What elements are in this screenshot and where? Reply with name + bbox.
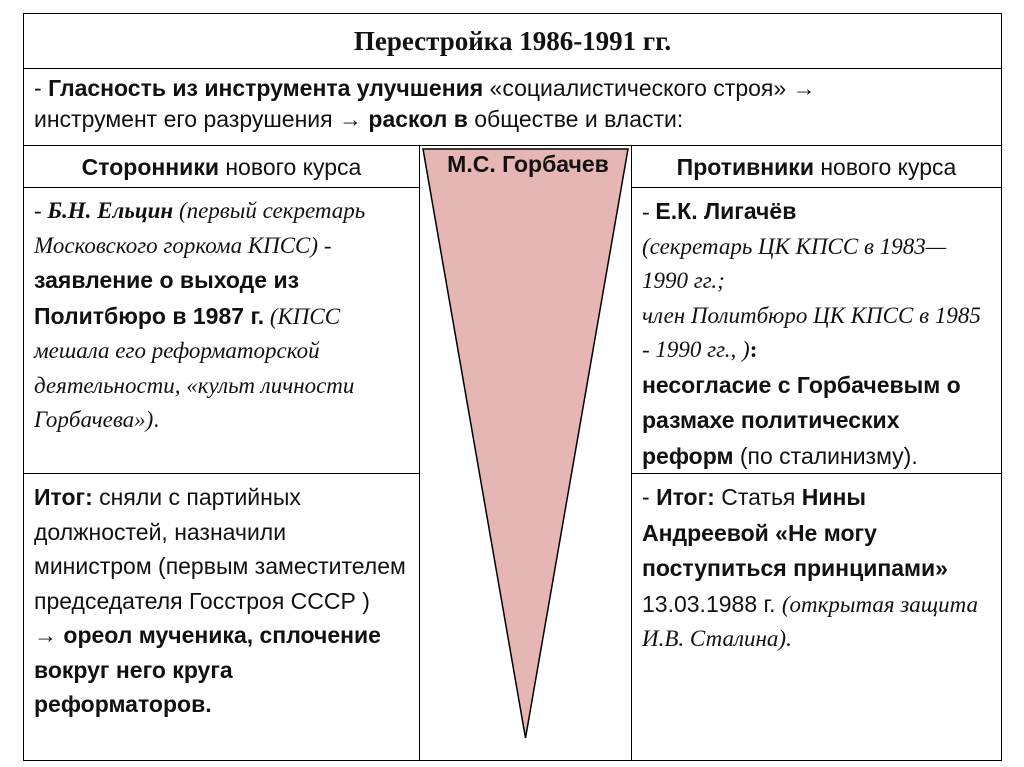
supporters-header-rest: нового курса: [218, 154, 362, 180]
opponents-header: [631, 145, 1002, 188]
intro-bold: Гласность из инструмента улучшения: [48, 75, 484, 101]
yeltsin-statement: заявление о выходе из Политбюро в 1987 г.: [34, 267, 300, 329]
page-title: Перестройка 1986-1991 гг.: [23, 13, 1002, 69]
intro-bold-2: раскол в: [362, 106, 468, 132]
intro-text: «социалистического строя»: [483, 75, 793, 101]
ligachev-box: [631, 187, 1002, 474]
result-label: Итог:: [656, 484, 715, 510]
period: .: [153, 407, 160, 432]
ligachev-name: Е.К. Лигачёв: [655, 198, 797, 224]
triangle-shape: [423, 149, 628, 738]
ligachev-result-box: [631, 473, 1002, 761]
arrow-icon: →: [34, 622, 57, 648]
colon: :: [749, 337, 758, 362]
dash: -: [318, 232, 332, 258]
yeltsin-position: (первый секретарь Московского горкома КПСС): [34, 198, 366, 258]
article-text: Статья: [714, 484, 802, 510]
ligachev-disagreement: несогласие с Горбачевым о размахе политических реформ: [642, 371, 961, 469]
result-label: Итог:: [34, 484, 93, 510]
yeltsin-name: Б.Н. Ельцин: [47, 198, 174, 223]
yeltsin-box: [23, 187, 420, 474]
gorbachev-triangle: [420, 146, 631, 761]
supporters-header-bold: Сторонники: [81, 154, 219, 180]
intro-text-3: обществе и власти:: [467, 106, 684, 132]
opponents-header-rest: нового курса: [813, 154, 957, 180]
ligachev-position-2: член Политбюро ЦК КПСС в 1985 - 1990 гг., ): [642, 302, 981, 362]
opponents-header-bold: Противники: [676, 154, 814, 180]
yeltsin-result-box: [23, 473, 420, 761]
dash: -: [34, 198, 48, 223]
andreeva-article: Нины Андреевой «Не могу поступиться принципами»: [642, 484, 948, 581]
intro-text-2: инструмент его разрушения: [34, 106, 339, 132]
supporters-header: [23, 145, 420, 188]
arrow-icon: →: [339, 106, 362, 132]
dash: -: [642, 199, 656, 224]
ligachev-note: (по сталинизму).: [733, 442, 918, 469]
yeltsin-result-bold: ореол мученика, сплочение вокруг него круга реформаторов.: [34, 622, 381, 717]
yeltsin-result-text: сняли с партийных должностей, назначили министром (первым заместителем председателя Госстроя СССР ): [34, 484, 406, 614]
intro-statement: [23, 68, 1002, 146]
gorbachev-label: М.С. Горбачев: [447, 151, 609, 177]
dash: -: [642, 484, 657, 510]
arrow-icon: →: [792, 75, 816, 101]
yeltsin-reason: (КПСС мешала его реформаторской деятельности, «культ личности Горбачева»): [34, 303, 355, 432]
article-note: (открытая защита И.В. Сталина).: [642, 591, 979, 651]
intro-dash: -: [34, 75, 49, 101]
article-date: 13.03.1988 г.: [642, 590, 782, 617]
ligachev-position-1: (секретарь ЦК КПСС в 1983—1990 гг.;: [642, 233, 947, 293]
